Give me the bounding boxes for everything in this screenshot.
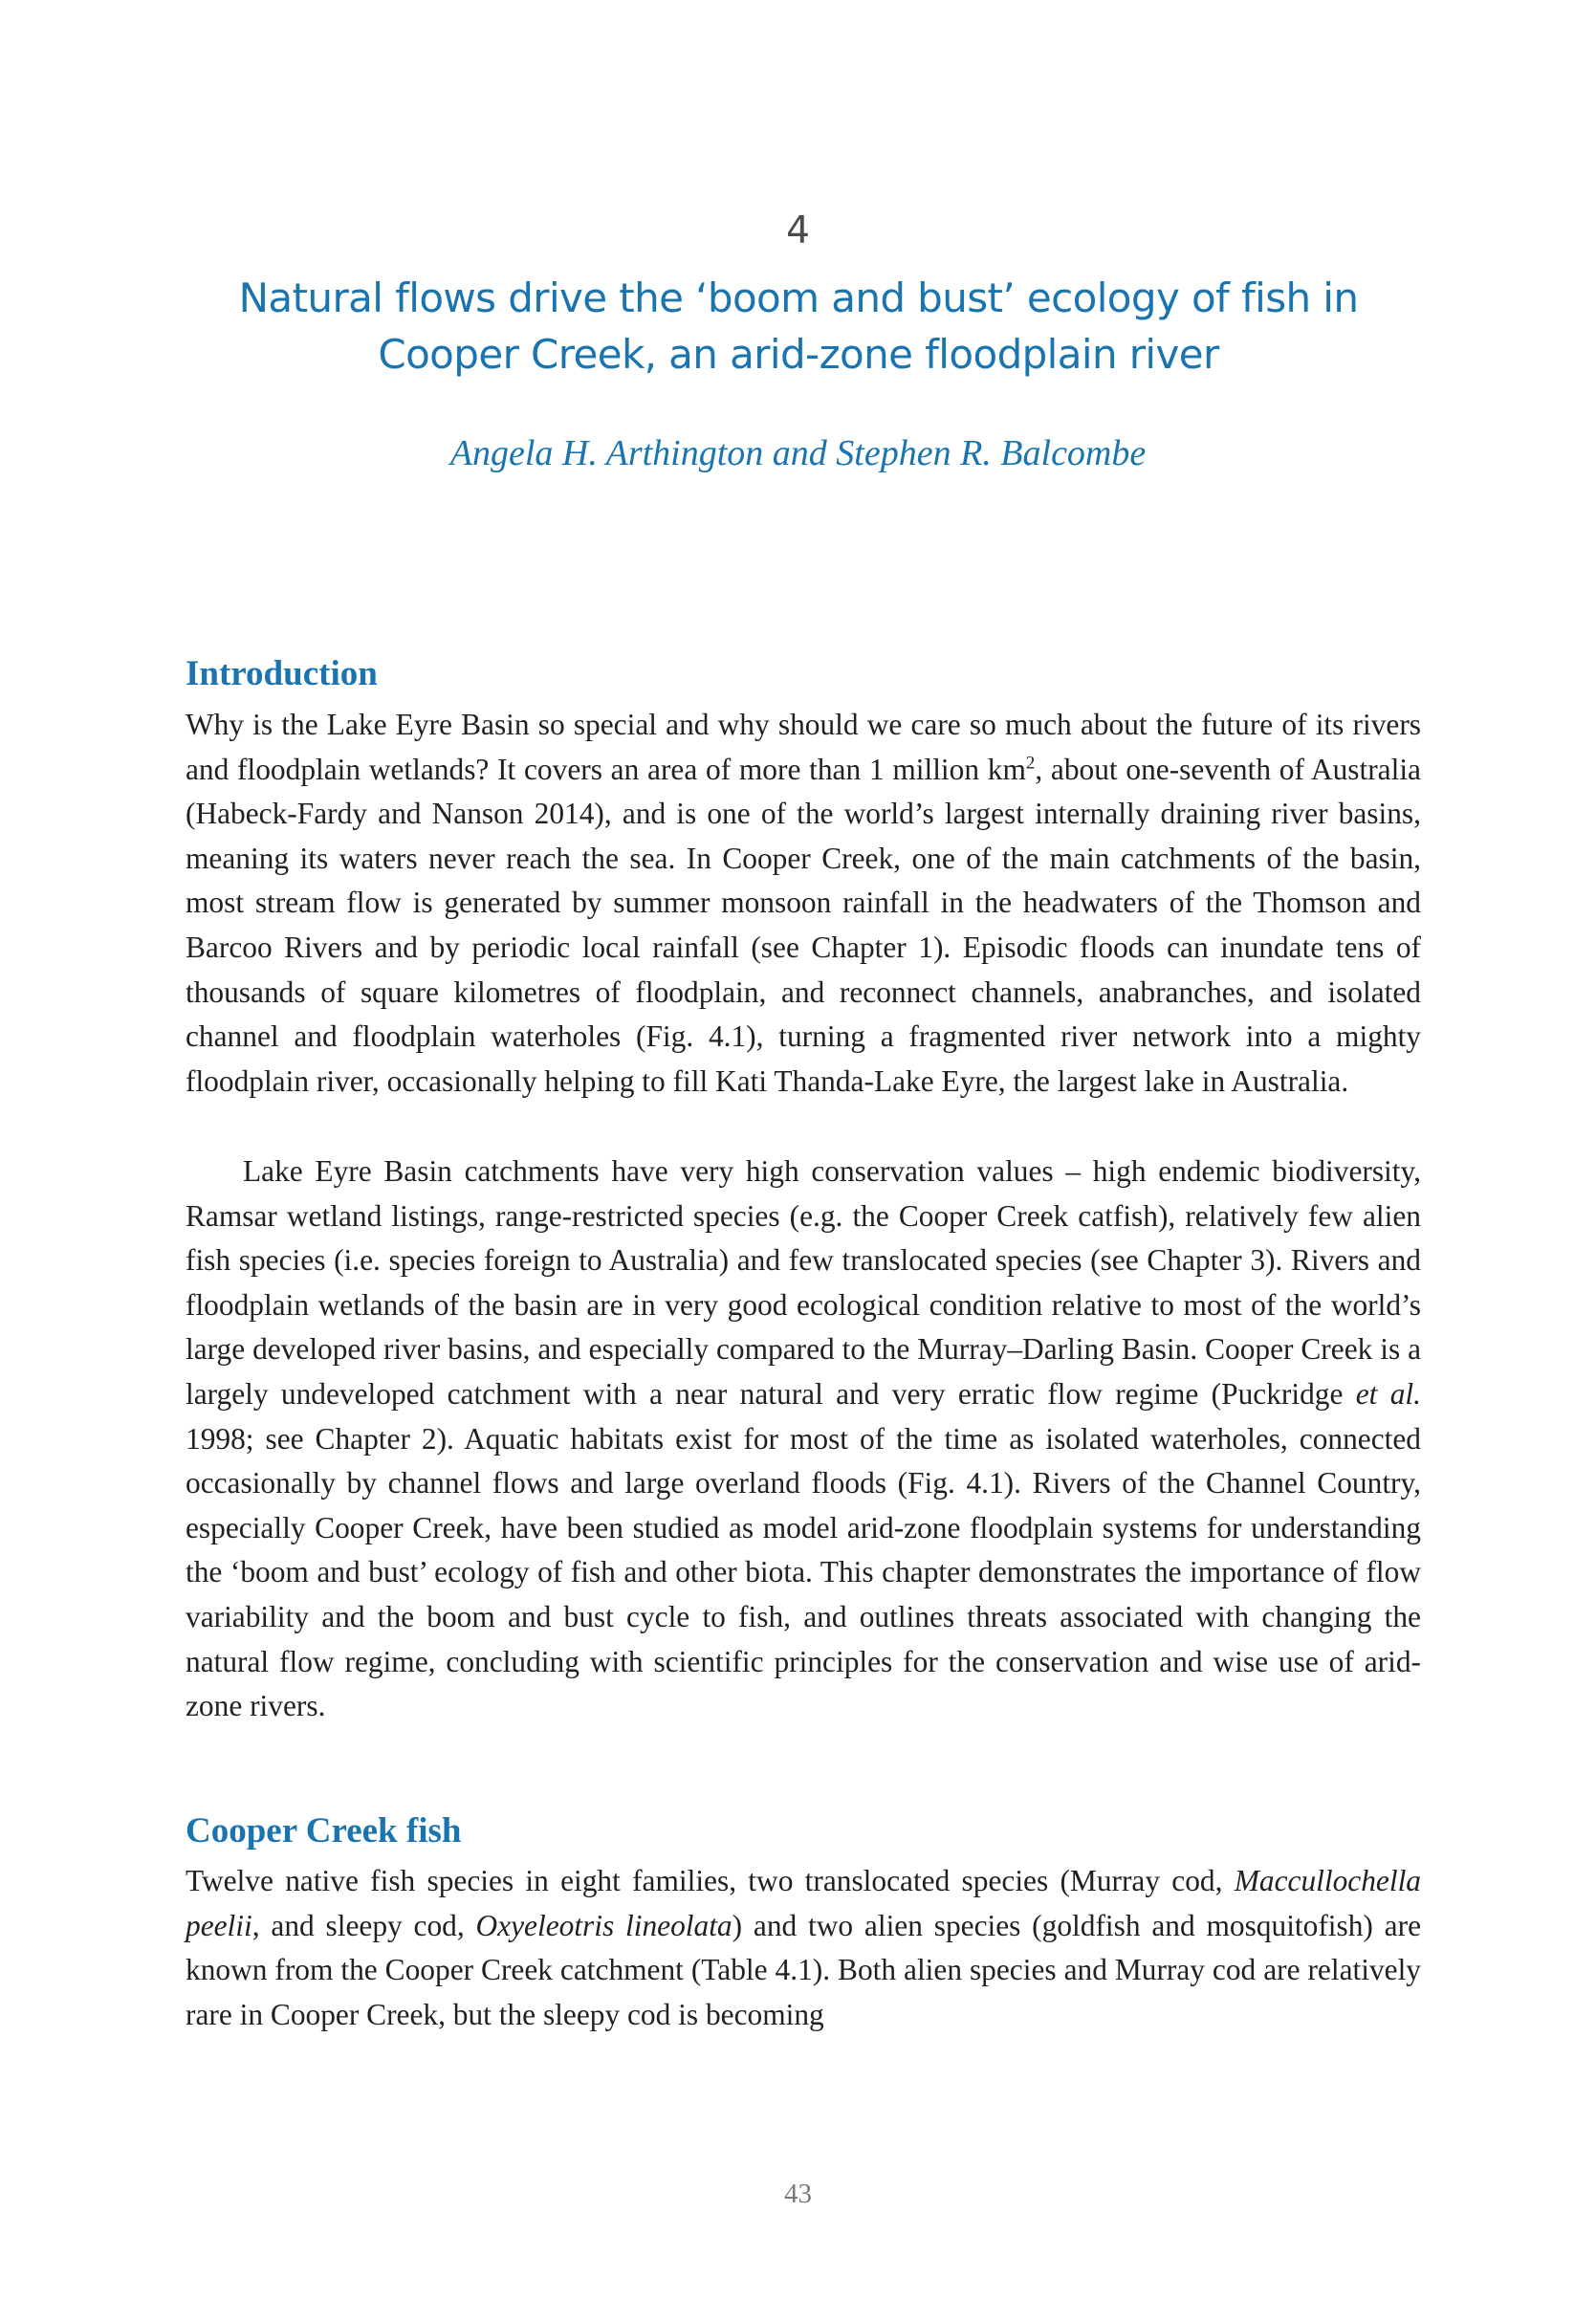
chapter-title: Natural flows drive the ‘boom and bust’ ecology of fish in Cooper Creek, an arid-zone floodplain river <box>238 274 1359 378</box>
section-heading-cooper-creek-fish: Cooper Creek fish <box>186 1811 462 1851</box>
paragraph-text: Why is the Lake Eyre Basin so special and why should we care so much about the future of its rivers and floodplain wetlands? It covers an area of more than 1 million km <box>186 708 1421 786</box>
chapter-authors: Angela H. Arthington and Stephen R. Balcombe <box>449 433 1147 473</box>
paragraph-text: , and sleepy cod, <box>251 1908 476 1942</box>
italic-text: Maccullochella peelii <box>186 1864 1421 1942</box>
paragraph-text: 1998; see Chapter 2). Aquatic habitats exist for most of the time as isolated waterholes, connected occasionally by channel flows and large overland floods (Fig. 4.1). Rivers of the Channel Country, especially Cooper Creek, have been studied as model arid-zone floodplain systems for understanding the ‘boom and bust’ ecology of fish and other biota. This chapter demonstrates the importance of flow variability and the boom and bust cycle to fish, and outlines threats associated with changing the natural flow regime, concluding with scientific principles for the conservation and wise use of arid-zone rivers. <box>186 1421 1421 1723</box>
page-number: 43 <box>784 2179 812 2209</box>
paragraph-text: , about one-seventh of Australia (Habeck-Fardy and Nanson 2014), and is one of the world’s largest internally draining river basins, meaning its waters never reach the sea. In Cooper Creek, one of the main catchments of the basin, most stream flow is generated by summer monsoon rainfall in the headwaters of the Thomson and Barcoo Rivers and by periodic local rainfall (see Chapter 1). Episodic floods can inundate tens of thousands of square kilometres of floodplain, and reconnect channels, anabranches, and isolated channel and floodplain waterholes (Fig. 4.1), turning a fragmented river network into a mighty floodplain river, occasionally helping to fill Kati Thanda-Lake Eyre, the largest lake in Australia. <box>186 752 1421 1098</box>
chapter-number: 4 <box>786 209 810 252</box>
paragraph-text: Twelve native fish species in eight families, two translocated species (Murray cod, <box>186 1864 1235 1897</box>
superscript: 2 <box>1025 753 1036 774</box>
section-heading-introduction: Introduction <box>186 654 378 693</box>
paragraph-text: Lake Eyre Basin catchments have very high conservation values – high endemic biodiversity, Ramsar wetland listings, range-restricted species (e.g. the Cooper Creek catfish), relatively few alien fish species (i.e. species foreign to Australia) and few translocated species (see Chapter 3). Rivers and floodplain wetlands of the basin are in very good ecological condition relative to most of the world’s large developed river basins, and especially compared to the Murray–Darling Basin. Cooper Creek is a largely undeveloped catchment with a near natural and very erratic flow regime (Puckridge <box>186 1154 1421 1411</box>
paragraph-intro-1 <box>186 703 1421 1104</box>
paragraph-text: ) and two alien species (goldfish and mosquitofish) are known from the Cooper Creek catchment (Table 4.1). Both alien species and Murray cod are relatively rare in Cooper Creek, but the sleepy cod is becoming <box>186 1908 1421 2031</box>
italic-text: et al. <box>1355 1376 1421 1411</box>
paragraph-intro-2 <box>186 1150 1421 1729</box>
paragraph-fish-1 <box>186 1859 1421 2037</box>
italic-text: Oxyeleotris lineolata <box>475 1908 732 1942</box>
